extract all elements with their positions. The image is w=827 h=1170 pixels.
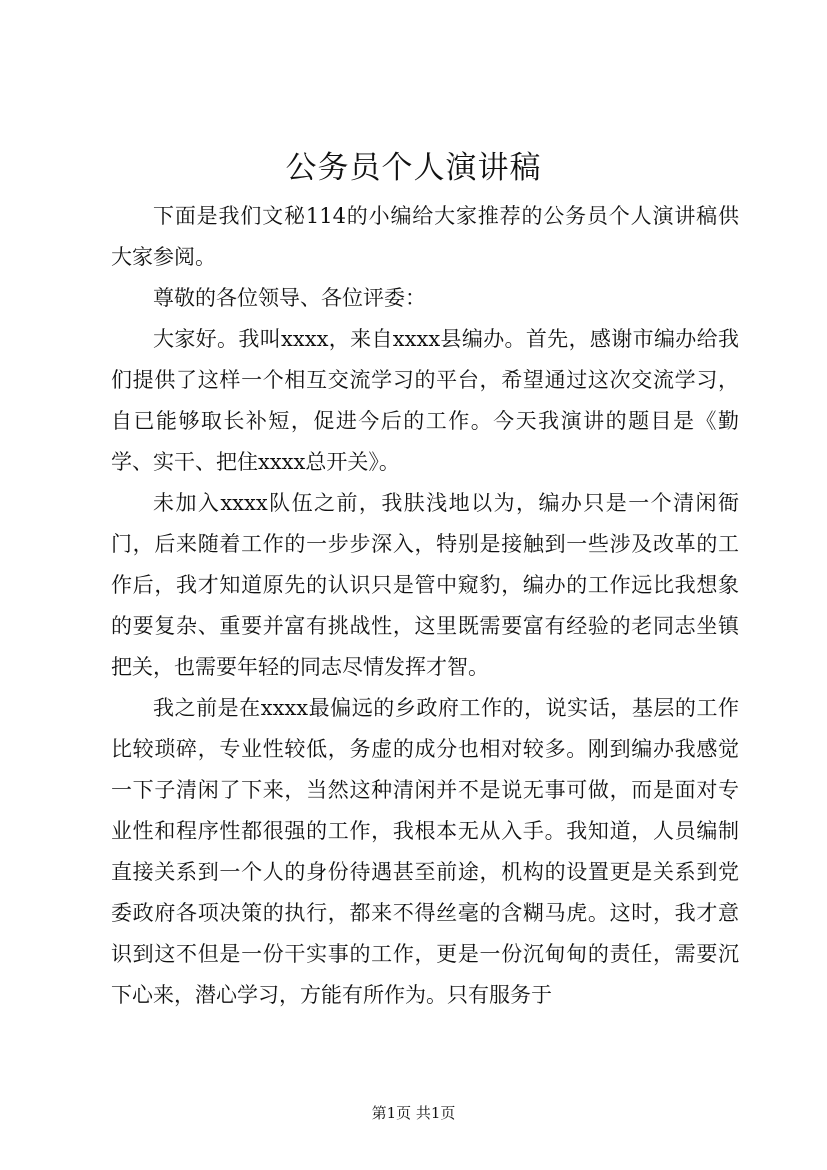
- paragraph-intro: 下面是我们文秘114的小编给大家推荐的公务员个人演讲稿供大家参阅。: [111, 204, 739, 269]
- paragraph-before-joining: 未加入xxxx队伍之前，我肤浅地以为，编办只是一个清闲衙门，后来随着工作的一步步深入，特别是接触到一些涉及改革的工作后，我才知道原先的认识只是管中窥豹，编办的工作远比我想象的要复杂、重要并富有挑战性，这里既需要富有经验的老同志坐镇把关，也需要年轻的同志尽情发挥才智。: [111, 491, 739, 679]
- paragraph-greeting: 大家好。我叫xxxx，来自xxxx县编办。首先，感谢市编办给我们提供了这样一个相互交流学习的平台，希望通过这次交流学习，自已能够取长补短，促进今后的工作。今天我演讲的题目是《勤学、实干、把住xxxx总开关》。: [111, 327, 739, 474]
- page-footer: 第1页 共1页: [371, 1104, 456, 1122]
- paragraph-previous-work: 我之前是在xxxx最偏远的乡政府工作的，说实话，基层的工作比较琐碎，专业性较低，务虚的成分也相对较多。刚到编办我感觉一下子清闲了下来，当然这种清闲并不是说无事可做，而是面对专业性和程序性都很强的工作，我根本无从入手。我知道，人员编制直接关系到一个人的身份待遇甚至前途，机构的设置更是关系到党委政府各项决策的执行，都来不得丝毫的含糊马虎。这时，我才意识到这不但是一份干实事的工作，更是一份沉甸甸的责任，需要沉下心来，潜心学习，方能有所作为。只有服务于: [111, 696, 739, 1007]
- document-title: 公务员个人演讲稿: [285, 150, 542, 186]
- paragraph-salutation: 尊敬的各位领导、各位评委：: [153, 286, 426, 310]
- document-body: [111, 196, 739, 1016]
